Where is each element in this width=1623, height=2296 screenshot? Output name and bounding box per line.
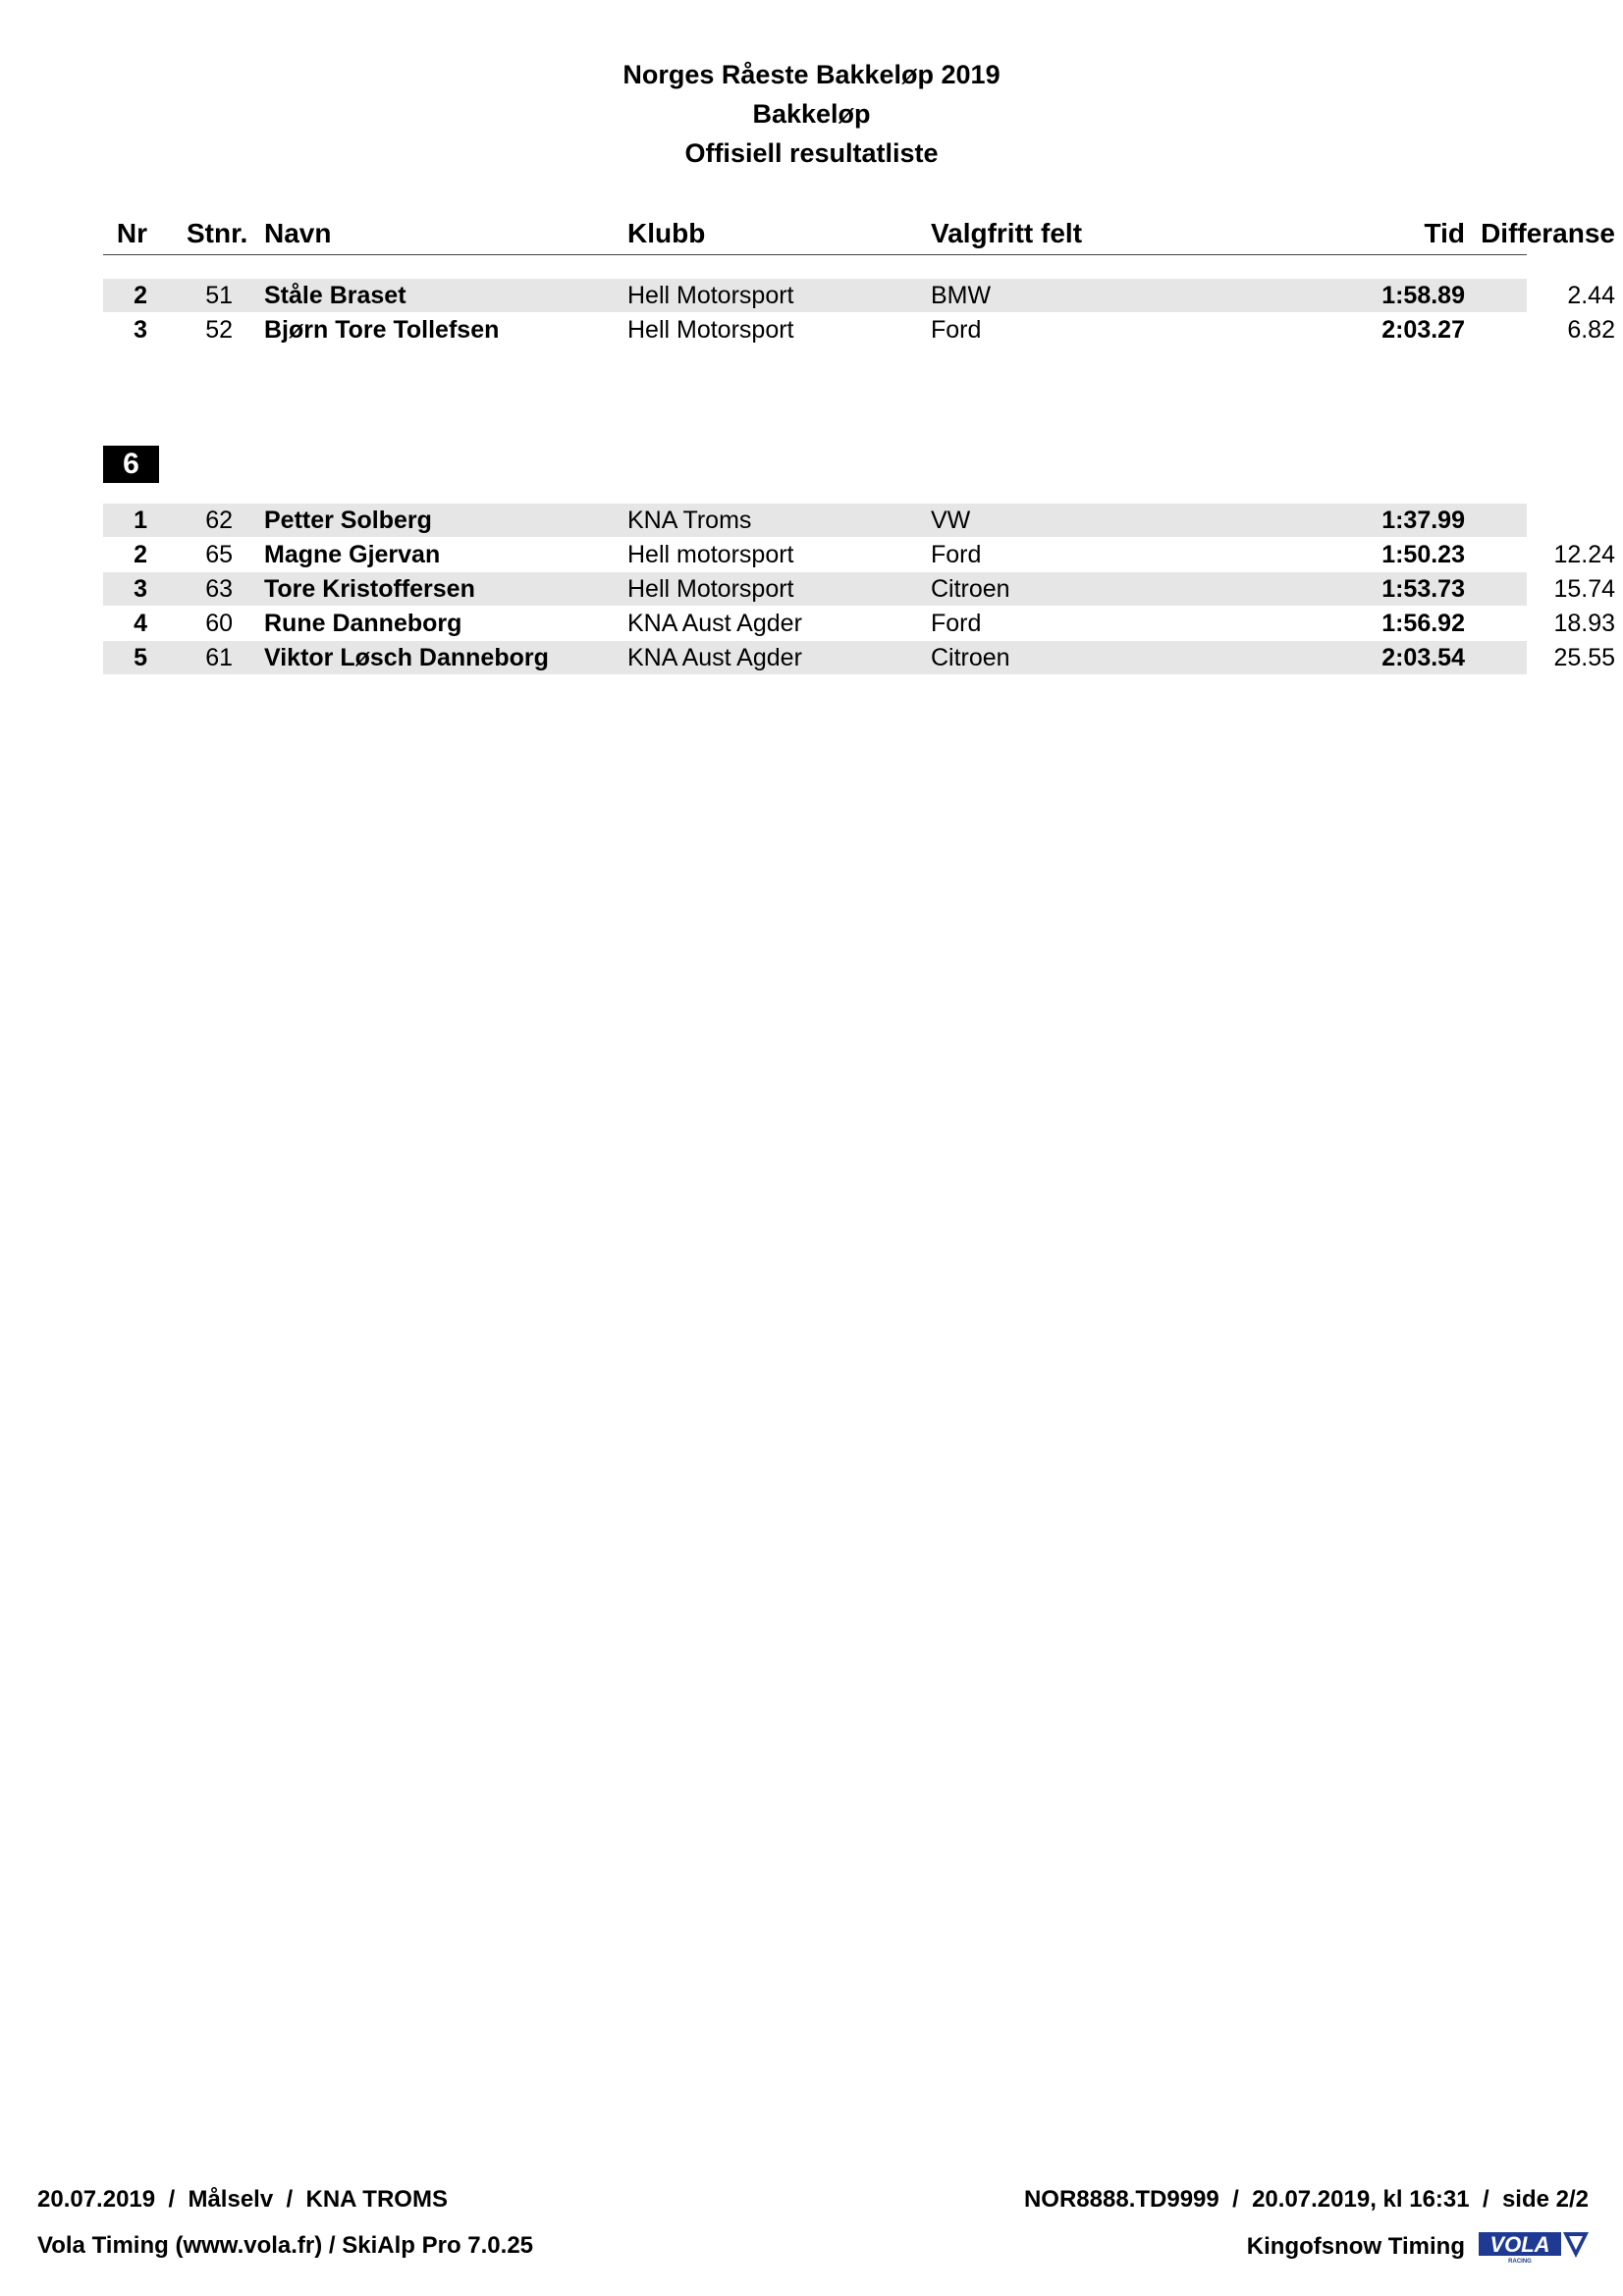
cell-klubb: Hell motorsport <box>627 541 794 568</box>
cell-tid: 1:37.99 <box>1381 507 1465 534</box>
cell-stnr: 52 <box>205 316 233 344</box>
cell-diff: 2.44 <box>1567 282 1615 309</box>
cell-diff: 15.74 <box>1553 575 1615 603</box>
footer-line-1 <box>37 2184 1589 2216</box>
col-header-tid: Tid <box>1424 218 1465 248</box>
cell-klubb: KNA Aust Agder <box>627 644 802 671</box>
vola-logo-text: VOLA <box>1489 2232 1550 2257</box>
cell-felt: BMW <box>931 282 992 309</box>
event-title: Norges Råeste Bakkeløp 2019 <box>622 60 1001 89</box>
footer-timing-brand <box>1247 2230 1589 2264</box>
cell-nr: 1 <box>134 507 147 534</box>
cell-stnr: 63 <box>205 575 233 603</box>
cell-nr: 3 <box>134 575 147 603</box>
table-row <box>103 504 1527 537</box>
cell-tid: 1:58.89 <box>1381 282 1465 309</box>
vola-logo-subtext: RACING <box>1508 2259 1532 2264</box>
col-header-klubb: Klubb <box>627 218 706 248</box>
header-divider <box>103 254 1527 255</box>
document-title-block <box>0 55 1623 173</box>
table-row <box>103 313 1615 347</box>
col-header-navn: Navn <box>264 218 332 248</box>
cell-felt: Ford <box>931 610 982 637</box>
cell-tid: 2:03.54 <box>1381 644 1465 671</box>
cell-stnr: 65 <box>205 541 233 568</box>
table-row <box>103 538 1615 571</box>
cell-stnr: 62 <box>205 507 233 534</box>
cell-nr: 5 <box>134 644 147 671</box>
footer-line-2 <box>37 2230 1589 2269</box>
table-row <box>103 607 1615 640</box>
cell-nr: 4 <box>134 610 147 637</box>
col-header-differanse: Differanse <box>1481 218 1615 248</box>
cell-stnr: 51 <box>205 282 233 309</box>
table-row <box>103 572 1615 606</box>
cell-stnr: 61 <box>205 644 233 671</box>
cell-klubb: KNA Troms <box>627 507 752 534</box>
cell-navn: Petter Solberg <box>264 507 432 534</box>
cell-navn: Viktor Løsch Danneborg <box>264 644 549 671</box>
col-header-valgfritt: Valgfritt felt <box>931 218 1083 248</box>
cell-diff: 6.82 <box>1567 316 1615 344</box>
col-header-nr: Nr <box>116 218 147 248</box>
vola-logo-icon <box>1479 2230 1589 2264</box>
cell-felt: Citroen <box>931 644 1010 671</box>
cell-diff: 18.93 <box>1553 610 1615 637</box>
cell-klubb: KNA Aust Agder <box>627 610 802 637</box>
cell-navn: Tore Kristoffersen <box>264 575 475 603</box>
cell-diff: 25.55 <box>1553 644 1615 671</box>
cell-navn: Bjørn Tore Tollefsen <box>264 316 500 344</box>
cell-tid: 1:56.92 <box>1381 610 1465 637</box>
table-row <box>103 279 1615 312</box>
footer-event-info: 20.07.2019 / Målselv / KNA TROMS <box>37 2186 448 2213</box>
cell-klubb: Hell Motorsport <box>627 282 794 309</box>
cell-navn: Magne Gjervan <box>264 541 441 568</box>
cell-nr: 2 <box>134 282 147 309</box>
footer-timing-name: Kingofsnow Timing <box>1246 2233 1465 2260</box>
cell-felt: VW <box>931 507 971 534</box>
col-header-stnr: Stnr. <box>187 218 248 248</box>
cell-diff: 12.24 <box>1553 541 1615 568</box>
footer-software-info: Vola Timing (www.vola.fr) / SkiAlp Pro 7.0.25 <box>37 2232 534 2259</box>
cell-nr: 3 <box>134 316 147 344</box>
cell-felt: Ford <box>931 316 982 344</box>
cell-navn: Ståle Braset <box>264 282 406 309</box>
cell-tid: 1:50.23 <box>1381 541 1465 568</box>
cell-klubb: Hell Motorsport <box>627 575 794 603</box>
cell-felt: Citroen <box>931 575 1010 603</box>
discipline-title: Bakkeløp <box>752 99 871 129</box>
cell-tid: 2:03.27 <box>1381 316 1465 344</box>
cell-nr: 2 <box>134 541 147 568</box>
cell-navn: Rune Danneborg <box>264 610 462 637</box>
list-type-title: Offisiell resultatliste <box>684 138 939 168</box>
cell-tid: 1:53.73 <box>1381 575 1465 603</box>
cell-felt: Ford <box>931 541 982 568</box>
cell-klubb: Hell Motorsport <box>627 316 794 344</box>
footer-page-info: NOR8888.TD9999 / 20.07.2019, kl 16:31 / side 2/2 <box>1023 2186 1589 2213</box>
table-row <box>103 641 1615 674</box>
cell-stnr: 60 <box>205 610 233 637</box>
results-header-row <box>103 214 1615 253</box>
group-label-badge: 6 <box>103 446 159 483</box>
